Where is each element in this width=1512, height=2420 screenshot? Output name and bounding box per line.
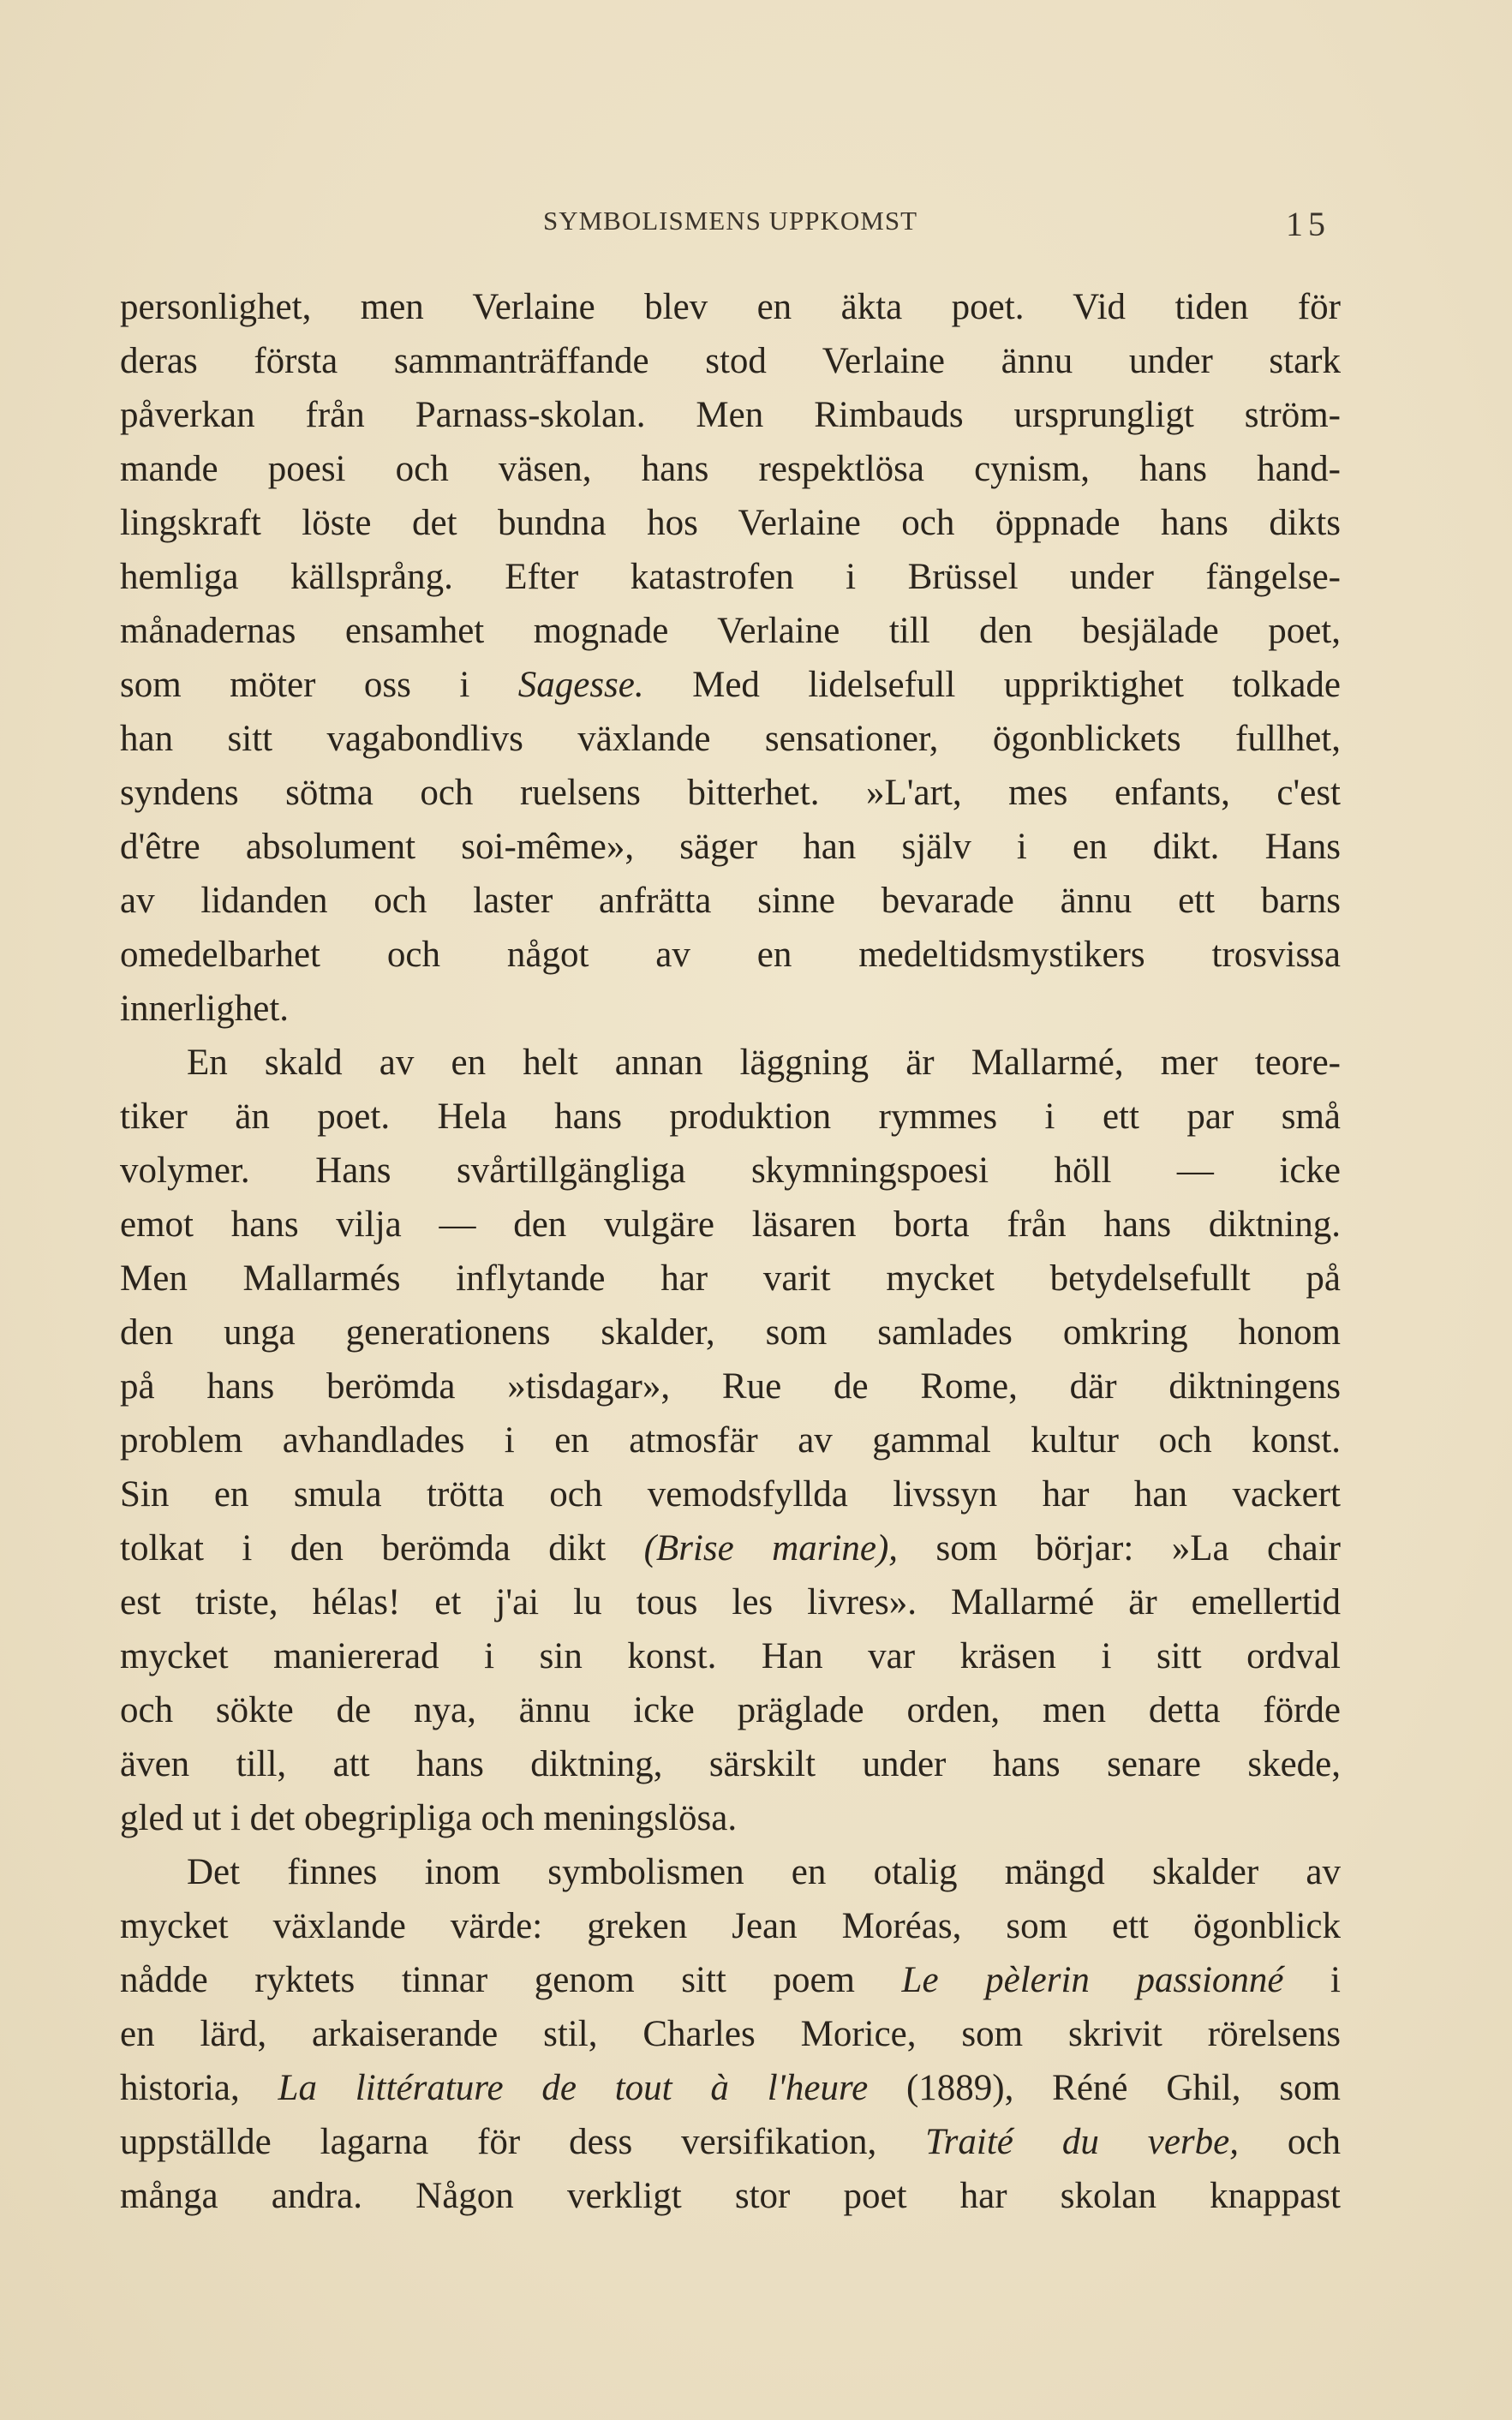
text-line: Sin en smula trötta och vemodsfyllda livssyn har han vackert [120, 1474, 1341, 1515]
text-line: problem avhandlades i en atmosfär av gammal kultur och konst. [120, 1420, 1341, 1461]
text-line: deras första sammanträffande stod Verlaine ännu under stark [120, 341, 1341, 381]
text-line: som möter oss i Sagesse. Med lidelsefull uppriktighet tolkade [120, 665, 1341, 705]
italic-title: La littérature de tout à l'heure [278, 2068, 869, 2108]
text-line: mande poesi och väsen, hans respektlösa cynism, hans hand- [120, 449, 1341, 489]
text-line: Men Mallarmés inflytande har varit mycket betydelsefullt på [120, 1258, 1341, 1299]
text-line: en lärd, arkaiserande stil, Charles Morice, som skrivit rörelsens [120, 2014, 1341, 2054]
text-line: En skald av en helt annan läggning är Mallarmé, mer teore- [187, 1043, 1341, 1083]
text-line: tolkat i den berömda dikt (Brise marine), som börjar: »La chair [120, 1528, 1341, 1569]
page-number: 15 [1286, 205, 1330, 243]
italic-title: Sagesse. [517, 665, 644, 705]
text-line: innerlighet. [120, 989, 290, 1029]
text-line: månadernas ensamhet mognade Verlaine till den besjälade poet, [120, 611, 1341, 651]
text-line: emot hans vilja — den vulgäre läsaren borta från hans diktning. [120, 1204, 1341, 1245]
text-line: påverkan från Parnass-skolan. Men Rimbauds ursprungligt ström- [120, 395, 1341, 435]
text-line: den unga generationens skalder, som samlades omkring honom [120, 1312, 1341, 1353]
text-line: personlighet, men Verlaine blev en äkta poet. Vid tiden för [120, 287, 1341, 327]
text-line: tiker än poet. Hela hans produktion rymmes i ett par små [120, 1096, 1341, 1137]
text-line: lingskraft löste det bundna hos Verlaine och öppnade hans dikts [120, 503, 1341, 543]
text-line: mycket växlande värde: greken Jean Moréas, som ett ögonblick [120, 1906, 1341, 1946]
italic-title: Le pèlerin passionné [901, 1960, 1284, 2000]
text-line: mycket maniererad i sin konst. Han var kräsen i sitt ordval [120, 1636, 1341, 1676]
italic-title: Traité du verbe, [925, 2122, 1239, 2162]
text-line: syndens sötma och ruelsens bitterhet. »L'art, mes enfants, c'est [120, 773, 1341, 813]
text-line: d'être absolument soi-même», säger han själv i en dikt. Hans [120, 827, 1341, 867]
italic-title: (Brise marine), [643, 1528, 899, 1569]
text-line: volymer. Hans svårtillgängliga skymningspoesi höll — icke [120, 1150, 1341, 1191]
text-line: han sitt vagabondlivs växlande sensationer, ögonblickets fullhet, [120, 719, 1341, 759]
running-title: SYMBOLISMENS UPPKOMST [542, 206, 918, 236]
text-line: gled ut i det obegripliga och meningslösa. [120, 1798, 738, 1838]
text-line: hemliga källsprång. Efter katastrofen i Brüssel under fängelse- [120, 557, 1341, 597]
text-line: omedelbarhet och något av en medeltidsmystikers trosvissa [120, 935, 1341, 975]
text-line: av lidanden och laster anfrätta sinne bevarade ännu ett barns [120, 881, 1341, 921]
text-line: Det finnes inom symbolismen en otalig mängd skalder av [187, 1852, 1341, 1892]
text-line: på hans berömda »tisdagar», Rue de Rome, där diktningens [120, 1366, 1341, 1407]
text-line: många andra. Någon verkligt stor poet har skolan knappast [120, 2176, 1341, 2216]
text-line: est triste, hélas! et j'ai lu tous les livres». Mallarmé är emellertid [120, 1582, 1341, 1622]
text-line: och sökte de nya, ännu icke präglade orden, men detta förde [120, 1690, 1341, 1730]
text-line: historia, La littérature de tout à l'heure (1889), Réné Ghil, som [120, 2068, 1341, 2108]
text-line: nådde ryktets tinnar genom sitt poem Le pèlerin passionné i [120, 1960, 1341, 2000]
text-line: uppställde lagarna för dess versifikation, Traité du verbe, och [120, 2122, 1341, 2162]
text-line: även till, att hans diktning, särskilt under hans senare skede, [120, 1744, 1341, 1784]
body-text [120, 280, 1341, 2223]
running-head [120, 199, 1341, 250]
